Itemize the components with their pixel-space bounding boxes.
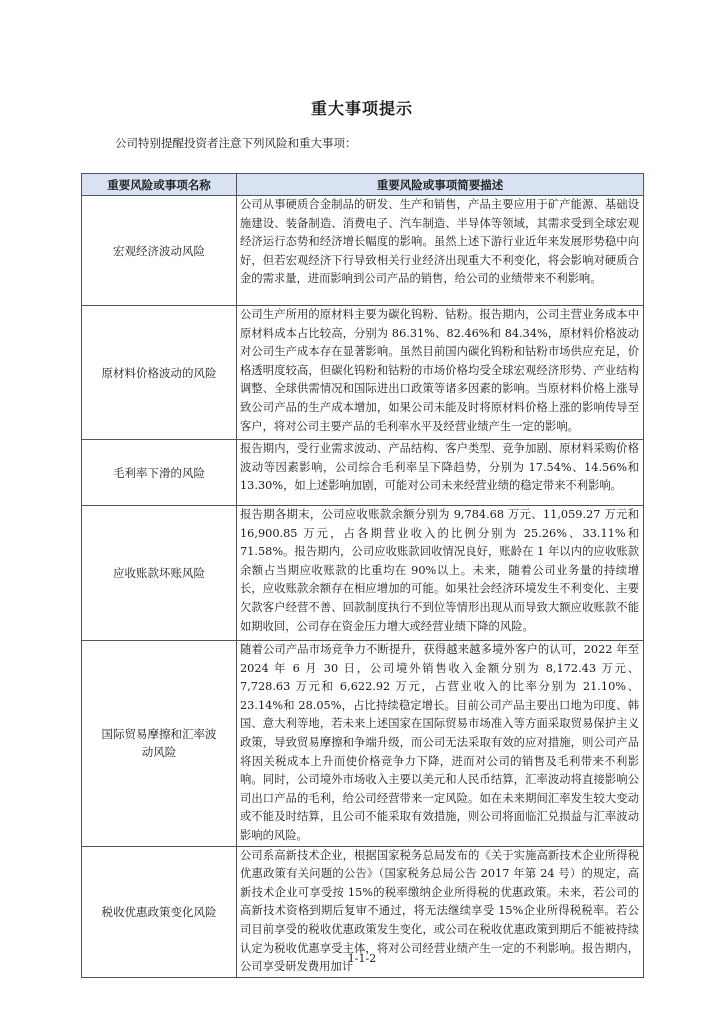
risk-name-cell: 毛利率下滑的风险 — [82, 440, 237, 506]
page-title: 重大事项提示 — [310, 99, 413, 118]
risk-name-cell: 国际贸易摩擦和汇率波动风险 — [82, 641, 237, 847]
table-row — [82, 506, 644, 641]
risk-description-cell: 公司从事硬质合金制品的研发、生产和销售，产品主要应用于矿产能源、基础设施建设、装备制造、消费电子、汽车制造、半导体等领域，其需求受到全球宏观经济运行态势和经济增长幅度的影响。虽然上述下游行业近年来发展形势稳中向好，但若宏观经济下行导致相关行业经济出现重大不利变化，将会影响对硬质合金的需求量，进而影响到公司产品的销售，给公司的业绩带来不利影响。 — [237, 196, 644, 306]
risk-name-cell: 原材料价格波动的风险 — [82, 306, 237, 440]
risk-description-cell: 报告期各期末，公司应收账款余额分别为 9,784.68 万元、11,059.27 万元和 16,900.85 万元，占各期营业收入的比例分别为 25.26%、33.11%和 71.58%。报告期内，公司应收账款回收情况良好，账龄在 1 年以内的应收账款余额占当期应收账款的比重均在 90%以上。未来，随着公司业务量的持续增长，应收账款余额存在相应增加的可能。如果社会经济环境发生不利变化、主要欠款客户经营不善、回款制度执行不到位等情形出现从而导致大额应收账款不能如期收回，公司存在资金压力增大或经营业绩下降的风险。 — [237, 506, 644, 641]
risk-description-cell: 随着公司产品市场竞争力不断提升，获得越来越多境外客户的认可，2022 年至 2024 年 6 月 30 日，公司境外销售收入金额分别为 8,172.43 万元、7,728.63 万元和 6,622.92 万元，占营业收入的比率分别为 21.10%、23.14%和 28.05%，占比持续稳定增长。目前公司产品主要出口地为印度、韩国、意大利等地，若未来上述国家在国际贸易市场准入等方面采取贸易保护主义政策，导致贸易摩擦和争端升级，而公司无法采取有效的应对措施，则公司产品将因关税成本上升而使价格竞争力下降，进而对公司的销售及毛利带来不利影响。同时，公司境外市场收入主要以美元和人民币结算，汇率波动将直接影响公司出口产品的毛利，给公司经营带来一定风险。如在未来期间汇率发生较大变动或不能及时结算，且公司不能采取有效措施，则公司将面临汇兑损益与汇率波动影响的风险。 — [237, 641, 644, 847]
risk-description-cell: 公司系高新技术企业，根据国家税务总局发布的《关于实施高新技术企业所得税优惠政策有关问题的公告》（国家税务总局公告 2017 年第 24 号）的规定，高新技术企业可享受按 15%的税率缴纳企业所得税的优惠政策。未来，若公司的高新技术资格到期后复审不通过，将无法继续享受 15%企业所得税税率。若公司目前享受的税收优惠政策发生变化，或公司在税收优惠政策到期后不能被持续认定为税收优惠享受主体，将对公司经营业绩产生一定的不利影响。报告期内，公司享受研发费用加计 — [237, 846, 644, 977]
column-header-description: 重要风险或事项简要描述 — [237, 174, 644, 196]
risk-name-cell: 税收优惠政策变化风险 — [82, 846, 237, 977]
risk-table — [81, 173, 644, 978]
risk-name-cell: 应收账款坏账风险 — [82, 506, 237, 641]
table-row — [82, 440, 644, 506]
table-header-row — [82, 174, 644, 196]
table-row — [82, 641, 644, 847]
intro-text: 公司特别提醒投资者注意下列风险和重大事项： — [115, 136, 357, 150]
table-row — [82, 306, 644, 440]
risk-description-cell: 报告期内，受行业需求波动、产品结构、客户类型、竞争加剧、原材料采购价格波动等因素影响，公司综合毛利率呈下降趋势，分别为 17.54%、14.56%和 13.30%，如上述影响加剧，可能对公司未来经营业绩的稳定带来不利影响。 — [237, 440, 644, 506]
page-number: 1-1-2 — [347, 952, 377, 965]
table-row — [82, 196, 644, 306]
column-header-name: 重要风险或事项名称 — [82, 174, 237, 196]
risk-description-cell: 公司生产所用的原材料主要为碳化钨粉、钴粉。报告期内，公司主营业务成本中原材料成本占比较高，分别为 86.31%、82.46%和 84.34%，原材料价格波动对公司生产成本存在显著影响。虽然目前国内碳化钨粉和钴粉市场供应充足，价格透明度较高，但碳化钨粉和钴粉的市场价格均受全球宏观经济形势、产业结构调整、全球供需情况和国际进出口政策等诸多因素的影响。当原材料价格上涨导致公司产品的生产成本增加，如果公司未能及时将原材料价格上涨的影响传导至客户，将对公司主要产品的毛利率水平及经营业绩产生一定的影响。 — [237, 306, 644, 440]
risk-name-cell: 宏观经济波动风险 — [82, 196, 237, 306]
